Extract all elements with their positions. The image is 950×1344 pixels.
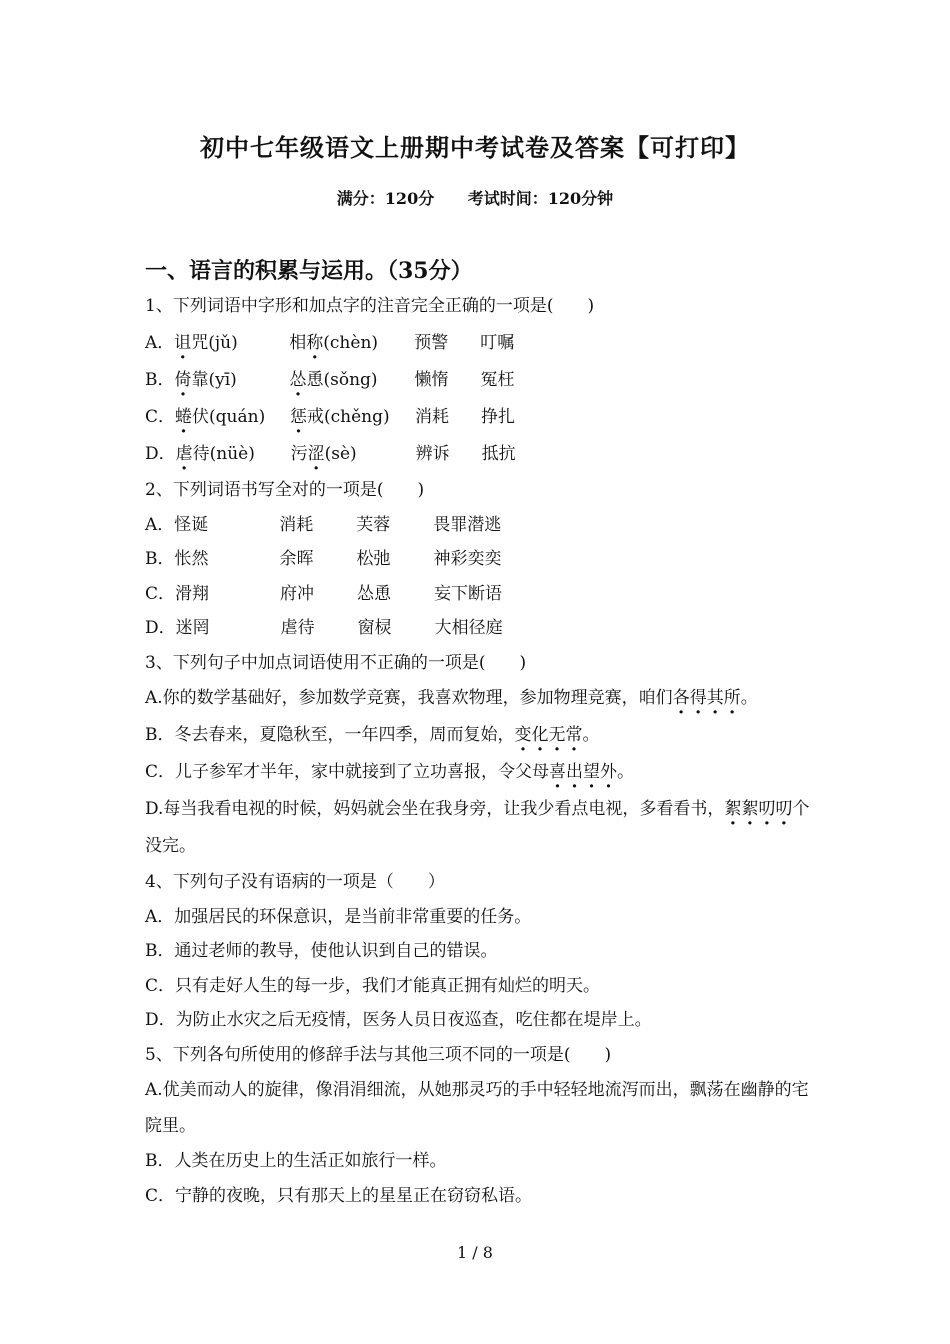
exam-info [0,186,950,209]
question-2-option-b: B．怅然 余晖 松弛 神彩奕奕 [145,549,502,569]
question-3-option-d: D.每当我看电视的时候，妈妈就会坐在我身旁，让我少看点电视，多看看书，絮絮叨叨个没完。 [145,799,810,856]
emphasis-char: 得 [689,688,707,708]
emphasis-char: 其 [706,688,724,708]
question-4-option-b: B．通过老师的教导，使他认识到自己的错误。 [145,941,498,961]
emphasis-char: 化 [531,725,549,745]
dotted-phrase [673,688,741,708]
question-3-option-b: B．冬去春来，夏隐秋至，一年四季，周而复始，变化无常。 [145,725,600,745]
emphasis-char: 外 [600,762,618,782]
question-1-option-d: D．虐待(nüè) 污涩(sè) 辨诉 抵抗 [145,444,516,464]
question-3-option-a: A.你的数学基础好，参加数学竞赛，我喜欢物理，参加物理竞赛，咱们各得其所。 [145,688,758,708]
question-4-option-c: C．只有走好人生的每一步，我们才能真正拥有灿烂的明天。 [145,975,601,996]
section-heading: 一、语言的积累与运用。（35分） [145,258,473,284]
question-5-option-c: C．宁静的夜晚，只有那天上的星星正在窃窃私语。 [145,1185,533,1206]
question-2-option-d: D．迷罔 虐待 窗棂 大相径庭 [145,618,503,638]
question-5-option-b: B．人类在历史上的生活正如旅行一样。 [145,1151,447,1171]
emphasis-char: 出 [566,762,584,782]
page-title: 初中七年级语文上册期中考试卷及答案【可打印】 [200,133,750,162]
emphasis-char: 絮 [741,799,759,819]
question-4-option-d: D．为防止水灾之后无疫情，医务人员日夜巡查，吃住都在堤岸上。 [145,1010,652,1030]
emphasis-char: 无 [548,725,566,745]
question-1-option-c: C．蜷伏(quán) 惩戒(chěng) 消耗 挣扎 [145,407,516,427]
full-score: 满分：120分 [336,189,435,208]
question-5-stem: 5、下列各句所使用的修辞手法与其他三项不同的一项是( ) [145,1044,612,1065]
question-3-option-c: C．儿子参军才半年，家中就接到了立功喜报，令父母喜出望外。 [145,762,635,782]
dotted-phrase [515,725,583,745]
emphasis-char: 喜 [549,762,567,782]
question-3-stem: 3、下列句子中加点词语使用不正确的一项是( ) [145,652,527,673]
emphasis-char: 常 [565,725,583,745]
exam-time: 考试时间：120分钟 [467,189,614,208]
emphasis-char: 所 [723,688,741,708]
question-1-stem: 1、下列词语中字形和加点字的注音完全正确的一项是( ) [145,296,595,316]
question-1-option-b: B．倚靠(yī) 怂恿(sǒng) 懒惰 冤枉 [145,370,515,390]
emphasis-char: 叨 [775,799,793,819]
question-5-option-a: A.优美而动人的旋律，像涓涓细流，从她那灵巧的手中轻轻地流泻而出，飘荡在幽静的宅院里。 [145,1080,809,1136]
question-2-stem: 2、下列词语书写全对的一项是( ) [145,480,425,500]
question-2-option-c: C．滑翔 府冲 怂恿 妄下断语 [145,583,503,604]
emphasis-char: 变 [514,725,532,745]
emphasis-char: 各 [672,688,690,708]
question-list [145,288,815,1213]
emphasis-char: 叨 [758,799,776,819]
page-number: 1 / 8 [457,1243,493,1262]
question-4-option-a: A．加强居民的环保意识，是当前非常重要的任务。 [145,906,532,927]
emphasis-char: 望 [583,762,601,782]
question-1-option-a: A．诅咒(jǔ) 相称(chèn) 预警 叮嘱 [145,333,515,353]
question-4-stem: 4、下列句子没有语病的一项是（ ） [145,872,445,892]
dotted-phrase [724,799,792,819]
emphasis-char: 絮 [724,799,742,819]
dotted-phrase [549,762,617,782]
question-2-option-a: A．怪诞 消耗 芙蓉 畏罪潜逃 [145,514,502,535]
